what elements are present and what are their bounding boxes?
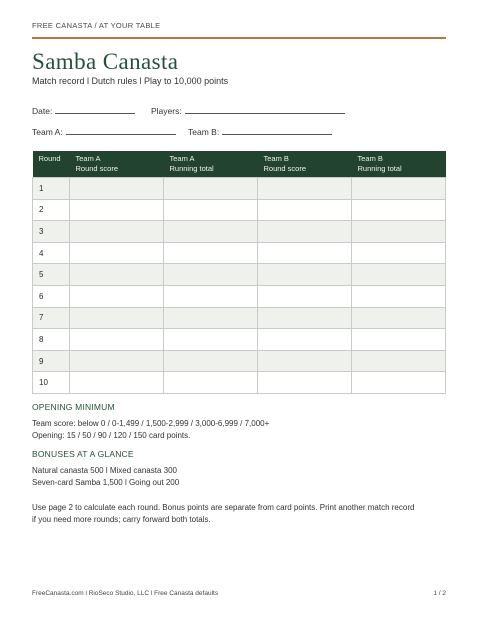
team-b-total-cell[interactable]	[352, 372, 446, 394]
team-a-total-cell[interactable]	[164, 242, 258, 264]
header-rule	[32, 37, 446, 39]
team-a-round-cell[interactable]	[70, 264, 164, 286]
team-b-label: Team B:	[188, 127, 220, 137]
header-round: Round	[33, 151, 70, 178]
page-number: 1 / 2	[433, 590, 446, 597]
team-a-total-cell[interactable]	[164, 329, 258, 351]
header-team-b-round-score: Team B Round score	[258, 151, 352, 178]
team-a-total-cell[interactable]	[164, 372, 258, 394]
team-a-round-cell[interactable]	[70, 285, 164, 307]
table-row	[33, 350, 446, 372]
players-label: Players:	[151, 106, 182, 116]
table-row	[33, 242, 446, 264]
round-number: 6	[33, 285, 70, 307]
team-b-total-cell[interactable]	[352, 178, 446, 200]
date-blank[interactable]	[55, 105, 135, 114]
team-b-total-cell[interactable]	[352, 264, 446, 286]
round-number: 10	[33, 372, 70, 394]
team-b-total-cell[interactable]	[352, 242, 446, 264]
team-a-total-cell[interactable]	[164, 264, 258, 286]
bonuses-heading: BONUSES AT A GLANCE	[32, 449, 134, 459]
team-b-round-cell[interactable]	[258, 350, 352, 372]
team-a-round-cell[interactable]	[70, 350, 164, 372]
players-field	[151, 105, 345, 116]
team-a-round-cell[interactable]	[70, 242, 164, 264]
players-blank[interactable]	[185, 105, 345, 114]
opening-team-score-line: Team score: below 0 / 0-1,499 / 1,500-2,999 / 3,000-6,999 / 7,000+	[32, 419, 270, 428]
team-a-round-cell[interactable]	[70, 178, 164, 200]
date-field	[32, 105, 135, 116]
team-a-round-cell[interactable]	[70, 372, 164, 394]
team-b-round-cell[interactable]	[258, 221, 352, 243]
team-b-round-cell[interactable]	[258, 178, 352, 200]
table-row	[33, 178, 446, 200]
team-a-label: Team A:	[32, 127, 63, 137]
table-row	[33, 221, 446, 243]
team-b-blank[interactable]	[222, 126, 332, 135]
round-number: 3	[33, 221, 70, 243]
team-b-round-cell[interactable]	[258, 285, 352, 307]
round-number: 9	[33, 350, 70, 372]
round-number: 8	[33, 329, 70, 351]
team-b-round-cell[interactable]	[258, 372, 352, 394]
team-b-round-cell[interactable]	[258, 242, 352, 264]
team-b-field	[188, 126, 332, 137]
team-a-total-cell[interactable]	[164, 178, 258, 200]
bonus-canasta-line: Natural canasta 500 l Mixed canasta 300	[32, 466, 177, 475]
score-table-header	[33, 151, 446, 178]
page-footer	[32, 590, 446, 597]
instructions-line-1: Use page 2 to calculate each round. Bonus points are separate from card points. Print another match record	[32, 503, 415, 512]
opening-minimum-heading: OPENING MINIMUM	[32, 402, 115, 412]
header-team-b-running-total: Team B Running total	[352, 151, 446, 178]
round-number: 1	[33, 178, 70, 200]
team-b-total-cell[interactable]	[352, 329, 446, 351]
team-b-round-cell[interactable]	[258, 199, 352, 221]
brand-line: FREE CANASTA / AT YOUR TABLE	[32, 21, 161, 30]
table-row	[33, 372, 446, 394]
team-a-total-cell[interactable]	[164, 199, 258, 221]
table-row	[33, 307, 446, 329]
team-a-round-cell[interactable]	[70, 221, 164, 243]
round-number: 4	[33, 242, 70, 264]
team-a-round-cell[interactable]	[70, 329, 164, 351]
team-b-total-cell[interactable]	[352, 221, 446, 243]
opening-card-points-line: Opening: 15 / 50 / 90 / 120 / 150 card points.	[32, 431, 191, 440]
header-team-a-running-total: Team A Running total	[164, 151, 258, 178]
header-team-a-round-score: Team A Round score	[70, 151, 164, 178]
team-a-total-cell[interactable]	[164, 221, 258, 243]
team-b-total-cell[interactable]	[352, 307, 446, 329]
round-number: 2	[33, 199, 70, 221]
table-row	[33, 329, 446, 351]
team-b-round-cell[interactable]	[258, 264, 352, 286]
team-a-round-cell[interactable]	[70, 199, 164, 221]
team-b-total-cell[interactable]	[352, 199, 446, 221]
score-table	[32, 151, 446, 394]
team-b-round-cell[interactable]	[258, 329, 352, 351]
team-b-total-cell[interactable]	[352, 350, 446, 372]
round-number: 7	[33, 307, 70, 329]
team-b-round-cell[interactable]	[258, 307, 352, 329]
round-number: 5	[33, 264, 70, 286]
page-subtitle: Match record l Dutch rules l Play to 10,000 points	[32, 76, 229, 86]
team-b-total-cell[interactable]	[352, 285, 446, 307]
team-a-field	[32, 126, 176, 137]
table-row	[33, 285, 446, 307]
bonus-samba-line: Seven-card Samba 1,500 l Going out 200	[32, 478, 180, 487]
team-a-blank[interactable]	[66, 126, 176, 135]
date-label: Date:	[32, 106, 53, 116]
table-row	[33, 264, 446, 286]
team-a-round-cell[interactable]	[70, 307, 164, 329]
page-title: Samba Canasta	[32, 49, 179, 74]
team-a-total-cell[interactable]	[164, 285, 258, 307]
footer-credits: FreeCanasta.com l RioSeco Studio, LLC l Free Canasta defaults	[32, 590, 219, 597]
instructions-line-2: if you need more rounds; carry forward both totals.	[32, 515, 211, 524]
team-a-total-cell[interactable]	[164, 307, 258, 329]
team-a-total-cell[interactable]	[164, 350, 258, 372]
table-row	[33, 199, 446, 221]
